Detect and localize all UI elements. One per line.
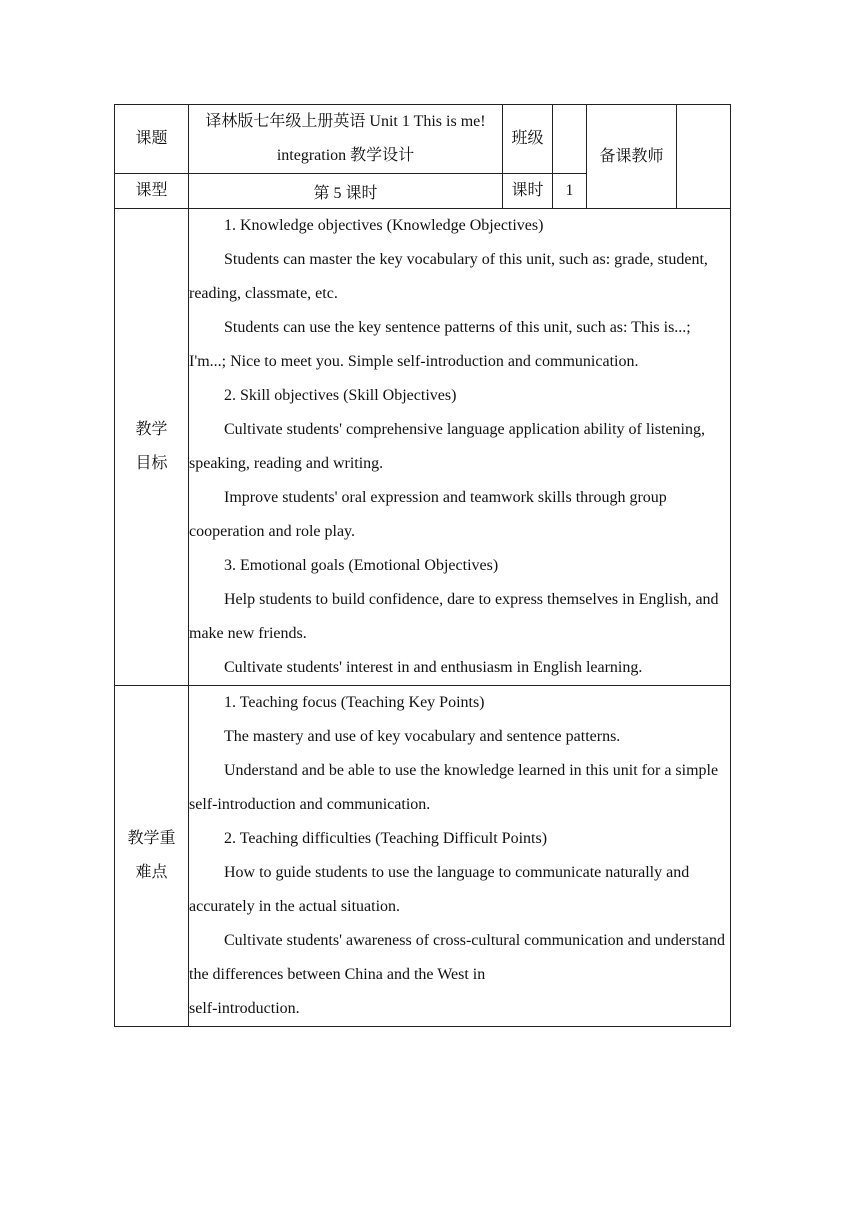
objectives-paragraph: Cultivate students' comprehensive language application ability of listening, speaking, reading and writing. — [189, 421, 705, 472]
objectives-paragraph: Help students to build confidence, dare to express themselves in English, and make new friends. — [189, 591, 719, 642]
objectives-label — [115, 209, 189, 686]
type-value: 第 5 课时 — [189, 174, 503, 209]
objectives-label-line2: 目标 — [135, 455, 168, 472]
objectives-paragraph: Improve students' oral expression and teamwork skills through group cooperation and role play. — [189, 489, 667, 540]
lesson-plan-table — [114, 104, 731, 1027]
teacher-label: 备课教师 — [587, 105, 677, 209]
topic-row — [115, 105, 731, 174]
objectives-row — [115, 209, 731, 686]
objectives-paragraph: 1. Knowledge objectives (Knowledge Objectives) — [224, 217, 544, 234]
focus-paragraph: self-introduction. — [189, 1000, 300, 1017]
period-value: 1 — [553, 174, 587, 209]
focus-paragraph: Cultivate students' awareness of cross-cultural communication and understand the differences between China and the West in — [189, 932, 725, 983]
focus-paragraph: How to guide students to use the language to communicate naturally and accurately in the actual situation. — [189, 864, 690, 915]
focus-label-line2: 难点 — [135, 864, 168, 881]
objectives-paragraph: Students can master the key vocabulary of this unit, such as: grade, student, reading, classmate, etc. — [189, 251, 708, 302]
objectives-content — [189, 209, 731, 686]
focus-content — [189, 686, 731, 1027]
focus-paragraph: 2. Teaching difficulties (Teaching Difficult Points) — [224, 830, 548, 847]
objectives-label-line1: 教学 — [135, 421, 168, 438]
period-label: 课时 — [503, 174, 553, 209]
type-label: 课型 — [115, 174, 189, 209]
class-value — [553, 105, 587, 174]
focus-paragraph: 1. Teaching focus (Teaching Key Points) — [224, 694, 485, 711]
focus-label-line1: 教学重 — [127, 830, 176, 847]
objectives-paragraph: 2. Skill objectives (Skill Objectives) — [224, 387, 457, 404]
focus-row — [115, 686, 731, 1027]
topic-value: 译林版七年级上册英语 Unit 1 This is me! integration 教学设计 — [189, 105, 503, 174]
focus-paragraph: The mastery and use of key vocabulary and sentence patterns. — [224, 728, 621, 745]
class-label: 班级 — [503, 105, 553, 174]
focus-label — [115, 686, 189, 1027]
focus-paragraph: Understand and be able to use the knowledge learned in this unit for a simple self-introduction and communication. — [189, 762, 719, 813]
objectives-paragraph: 3. Emotional goals (Emotional Objectives) — [224, 557, 499, 574]
topic-label: 课题 — [115, 105, 189, 174]
objectives-paragraph: Cultivate students' interest in and enthusiasm in English learning. — [224, 659, 643, 676]
teacher-value — [677, 105, 731, 209]
objectives-paragraph: Students can use the key sentence patterns of this unit, such as: This is...; I'm...; Nice to meet you. Simple self-introduction and communication. — [189, 319, 691, 370]
